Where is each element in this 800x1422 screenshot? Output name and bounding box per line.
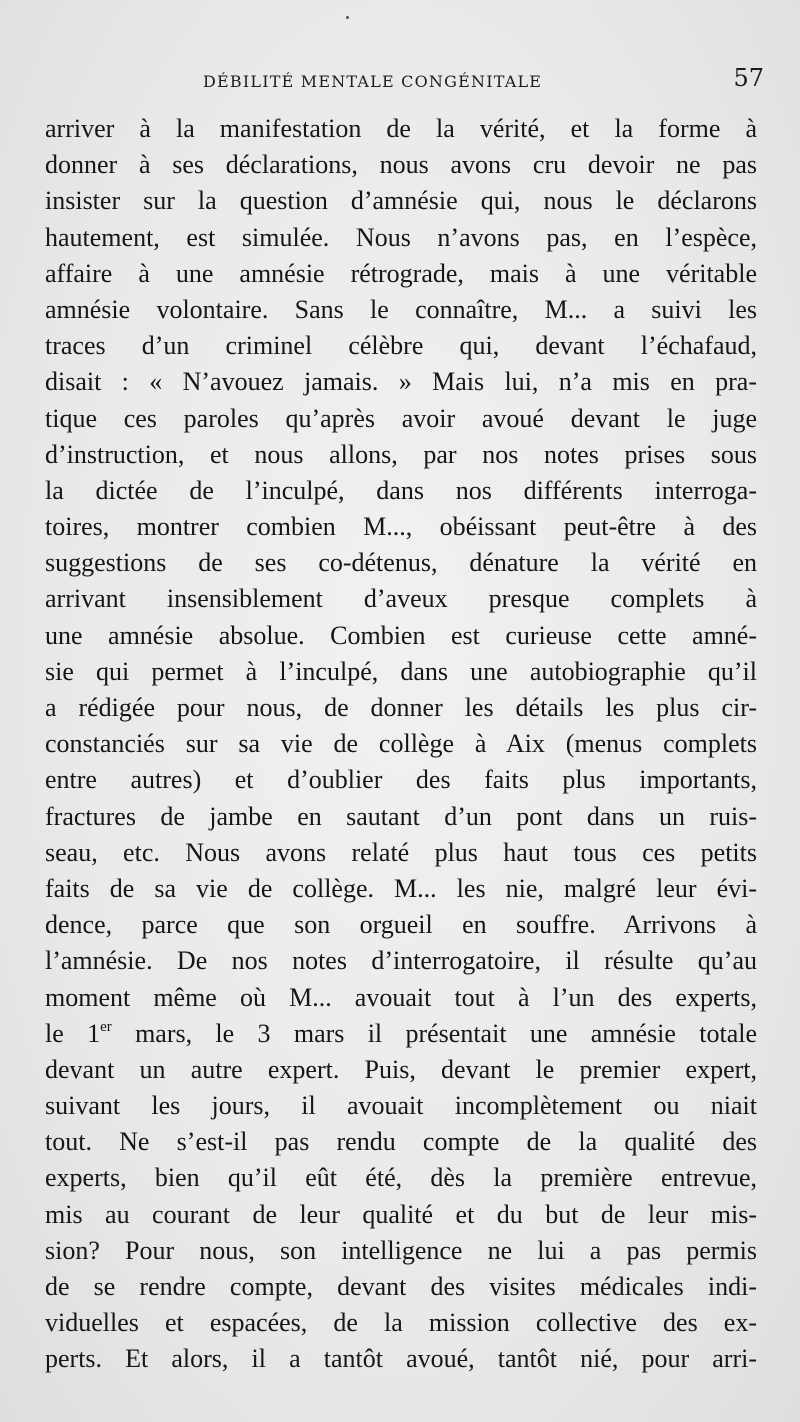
text-line: devant un autre expert. Puis, devant le premier expert, [45,1054,757,1084]
text-line: donner à ses déclarations, nous avons cru devoir ne pas [45,150,757,180]
print-speck [346,16,349,19]
text-line: l’amnésie. De nos notes d’interrogatoire, il résulte qu’au [45,946,757,976]
text-line: suggestions de ses co-détenus, dénature la vérité en [45,548,757,578]
text-line: seau, etc. Nous avons relaté plus haut tous ces petits [45,837,757,867]
text-line: dence, parce que son orgueil en souffre. Arrivons à [45,910,757,940]
text-line: perts. Et alors, il a tantôt avoué, tantôt nié, pour arri- [45,1344,757,1374]
text-line: a rédigée pour nous, de donner les détails les plus cir- [45,693,757,722]
text-line: hautement, est simulée. Nous n’avons pas, en l’espèce, [45,222,757,252]
text-line: constanciés sur sa vie de collège à Aix (menus complets [45,729,757,759]
text-line: experts, bien qu’il eût été, dès la première entrevue, [45,1163,757,1193]
text-line: tique ces paroles qu’après avoir avoué devant le juge [45,403,757,433]
text-line: une amnésie absolue. Combien est curieuse cette amné- [45,620,757,650]
text-line: d’instruction, et nous allons, par nos notes prises sous [45,439,757,469]
running-title: DÉBILITÉ MENTALE CONGÉNITALE [203,72,543,91]
text-line: disait : « N’avouez jamais. » Mais lui, n’a mis en pra- [45,367,757,397]
text-line: toires, montrer combien M..., obéissant peut-être à des [45,512,757,542]
text-line: sie qui permet à l’inculpé, dans une autobiographie qu’il [45,656,757,686]
text-line: moment même où M... avouait tout à l’un des experts, [45,982,757,1012]
text-line: arrivant insensiblement d’aveux presque complets à [45,584,757,614]
text-line: arriver à la manifestation de la vérité, et la forme à [45,114,757,143]
page-header [40,64,768,96]
text-line: affaire à une amnésie rétrograde, mais à une véritable [45,258,757,288]
text-line: de se rendre compte, devant des visites médicales indi- [45,1272,757,1301]
text-line: viduelles et espacées, de la mission collective des ex- [45,1308,757,1338]
text-line: faits de sa vie de collège. M... les nie, malgré leur évi- [45,873,757,903]
date-day: le 1 [45,1018,101,1048]
text-line: tout. Ne s’est-il pas rendu compte de la qualité des [45,1127,757,1157]
text-line-date [45,1016,757,1052]
page-number: 57 [733,64,764,92]
ordinal-superscript: er [100,1018,112,1035]
text-line: fractures de jambe en sautant d’un pont dans un ruis- [45,801,757,831]
date-rest: mars, le 3 mars il présentait une amnésie totale [111,1018,757,1048]
body-text [45,111,757,1378]
text-line: mis au courant de leur qualité et du but de leur mis- [45,1199,757,1229]
text-line: sion? Pour nous, son intelligence ne lui a pas permis [45,1235,757,1265]
text-line: traces d’un criminel célèbre qui, devant l’échafaud, [45,331,757,361]
text-line: amnésie volontaire. Sans le connaître, M... a suivi les [45,294,757,324]
text-line: suivant les jours, il avouait incomplètement ou niait [45,1091,757,1121]
text-line: la dictée de l’inculpé, dans nos différents interroga- [45,475,757,505]
text-line: entre autres) et d’oublier des faits plus importants, [45,765,757,795]
text-line: insister sur la question d’amnésie qui, nous le déclarons [45,186,757,216]
